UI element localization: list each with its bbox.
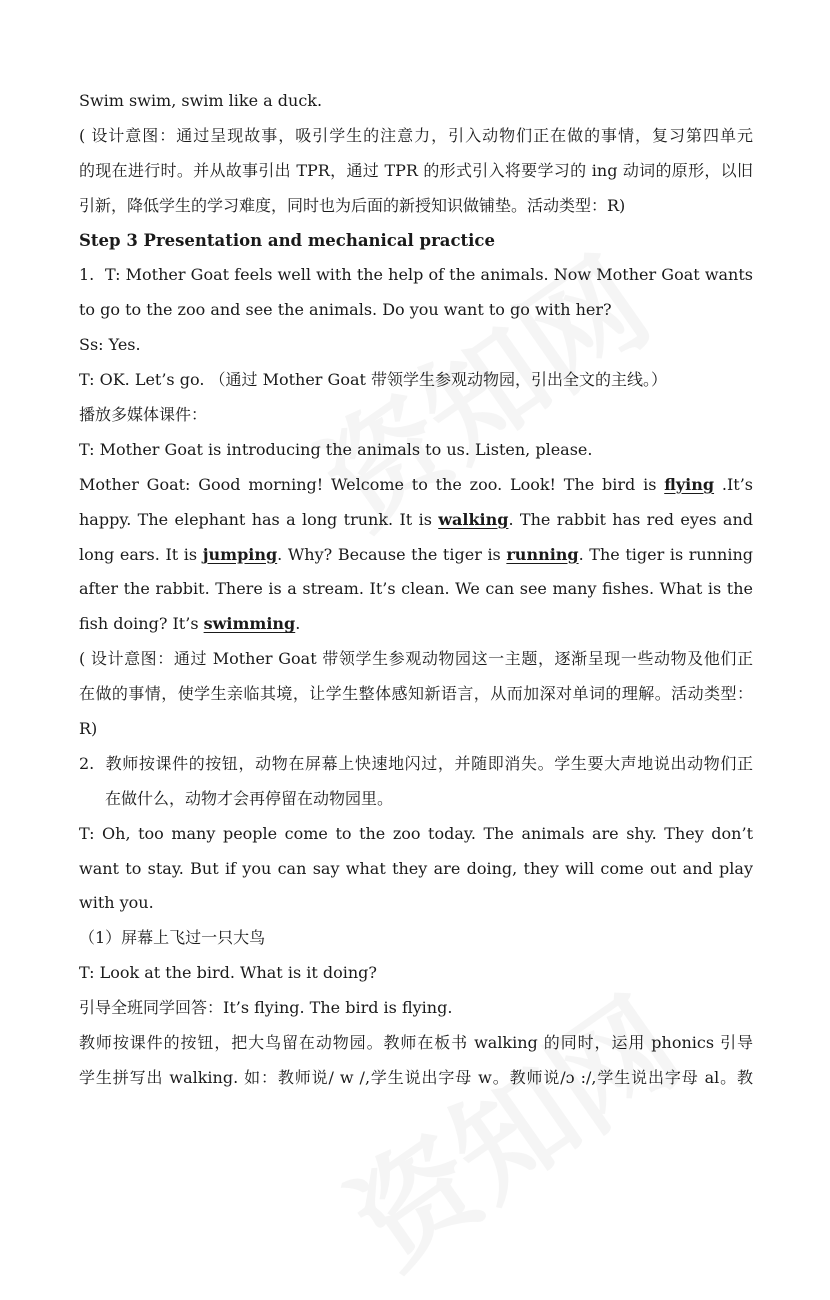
story-line: after the rabbit. There is a stream. It’s clean. We can see many fishes. What is the — [79, 579, 753, 599]
design-intent-line: 在做的事情，使学生亲临其境，让学生整体感知新语言，从而加深对单词的理解。活动类型： — [79, 684, 753, 704]
dialogue-line: want to stay. But if you can say what they are doing, they will come out and play — [79, 858, 753, 878]
numbered-item-1 — [79, 258, 753, 293]
numbered-item-2 — [79, 747, 753, 782]
design-intent-line: ( 设计意图：通过呈现故事，吸引学生的注意力，引入动物们正在做的事情，复习第四单元 — [79, 125, 753, 145]
text-line: T: OK. Let’s go. （通过 Mother Goat 带领学生参观动物园，引出全文的主线。） — [79, 370, 668, 390]
step-heading: Step 3 Presentation and mechanical practice — [79, 230, 495, 250]
text-span: Mother Goat: Good morning! Welcome to the zoo. Look! The bird is — [79, 474, 665, 494]
story-line — [79, 607, 753, 642]
text-line: Swim swim, swim like a duck. — [79, 91, 323, 110]
item-number: 1. — [79, 265, 95, 285]
document-page — [79, 84, 753, 1096]
text-span: . Why? Because the tiger is — [277, 544, 507, 564]
item-number: 2. — [79, 753, 95, 773]
text-span: 教师按课件的按钮，动物在屏幕上快速地闪过，并随即消失。学生要大声地说出动物们正 — [105, 753, 753, 773]
text-line: to go to the zoo and see the animals. Do you want to go with her? — [79, 300, 612, 320]
text-line: 学生拼写出 walking. 如：教师说/ w /,学生说出字母 w。教师说/ɔ :/,学生说出字母 al。教 — [79, 1067, 753, 1087]
design-intent-line: R) — [79, 719, 98, 739]
text-line: 引导全班同学回答：It’s flying. The bird is flying. — [79, 998, 453, 1018]
text-span: fish doing? It’s — [79, 614, 204, 634]
text-line: 播放多媒体课件： — [79, 405, 208, 425]
design-intent-line: 引新，降低学生的学习难度，同时也为后面的新授知识做铺垫。活动类型：R) — [79, 195, 626, 215]
text-line: 教师按课件的按钮，把大鸟留在动物园。教师在板书 walking 的同时，运用 phonics 引导 — [79, 1033, 753, 1053]
design-intent-line: ( 设计意图：通过 Mother Goat 带领学生参观动物园这一主题，逐渐呈现一些动物及他们正 — [79, 649, 753, 669]
story-line — [79, 538, 753, 573]
vocab-word-jumping: jumping — [202, 544, 278, 564]
text-span: T: Mother Goat feels well with the help of the animals. Now Mother Goat wants — [105, 265, 753, 285]
dialogue-line: T: Look at the bird. What is it doing? — [79, 963, 377, 983]
text-line: T: Mother Goat is introducing the animals to us. Listen, please. — [79, 439, 593, 459]
dialogue-line: T: Oh, too many people come to the zoo today. The animals are shy. They don’t — [79, 823, 753, 843]
text-span: long ears. It is — [79, 544, 203, 564]
text-span: happy. The elephant has a long trunk. It is — [79, 509, 439, 529]
vocab-word-walking: walking — [438, 509, 509, 529]
text-span: . The rabbit has red eyes and — [508, 509, 753, 529]
story-line — [79, 503, 753, 538]
vocab-word-swimming: swimming — [203, 614, 296, 634]
text-span: . The tiger is running — [578, 544, 753, 564]
vocab-word-flying: flying — [664, 474, 715, 494]
story-line — [79, 468, 753, 503]
design-intent-line: 的现在进行时。并从故事引出 TPR，通过 TPR 的形式引入将要学习的 ing 动词的原形，以旧 — [79, 160, 753, 180]
dialogue-line: with you. — [79, 893, 154, 913]
text-span: .It’s — [714, 474, 754, 494]
sub-step-line: （1）屏幕上飞过一只大鸟 — [79, 928, 266, 948]
text-line: Ss: Yes. — [79, 335, 141, 355]
vocab-word-running: running — [506, 544, 579, 564]
text-line: 在做什么，动物才会再停留在动物园里。 — [105, 788, 394, 808]
text-span: . — [295, 614, 301, 634]
